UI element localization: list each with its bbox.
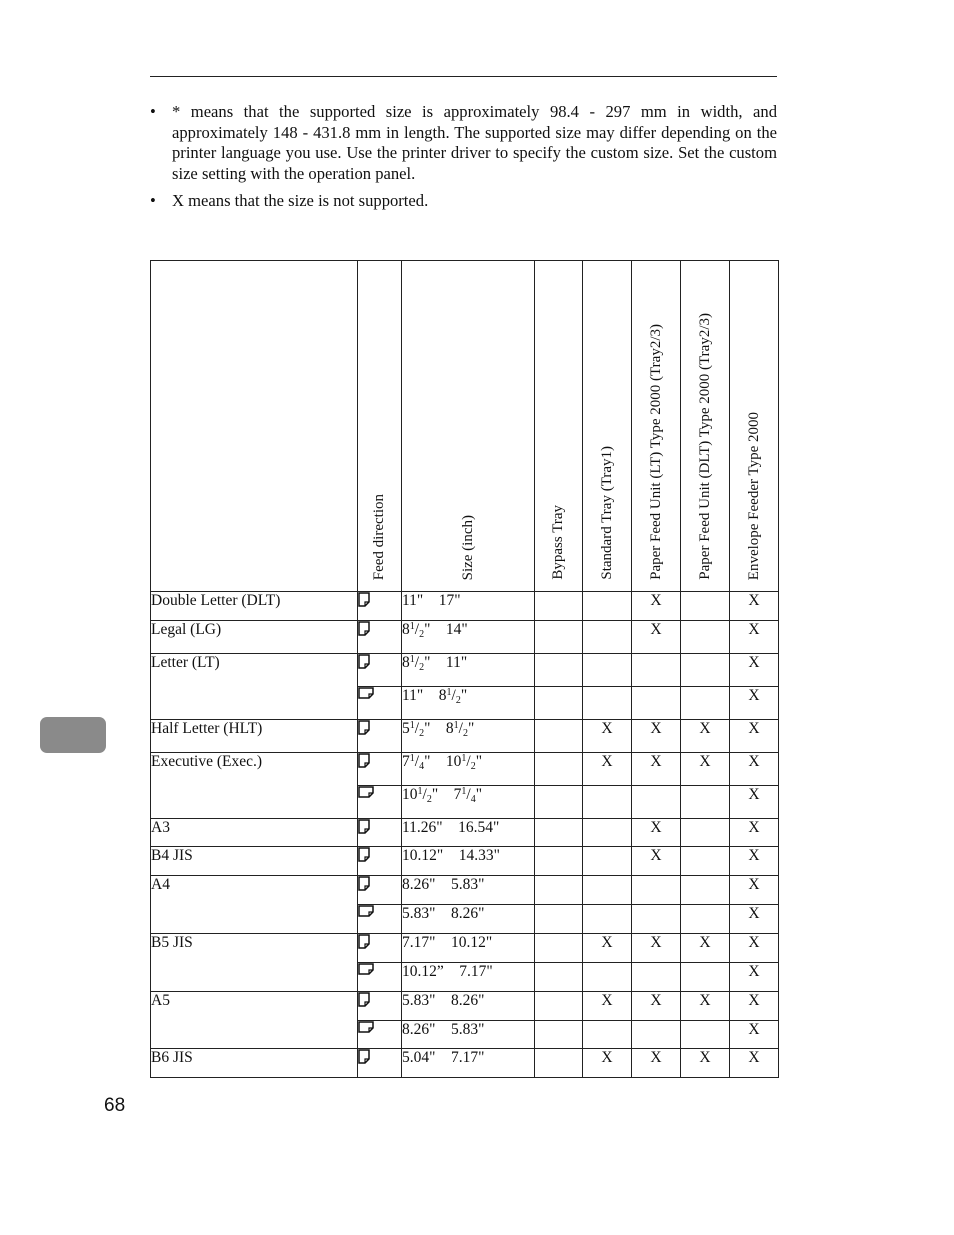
header-paper-feed-lt: Paper Feed Unit (LT) Type 2000 (Tray2/3)	[632, 261, 681, 592]
landscape-feed-icon	[358, 786, 401, 798]
paper-name-cell: B6 JIS	[151, 1049, 358, 1078]
support-mark-cell	[583, 963, 632, 992]
support-mark-cell: X	[730, 876, 779, 905]
support-mark-cell	[681, 905, 730, 934]
support-mark-cell: X	[730, 687, 779, 720]
support-mark-cell	[583, 687, 632, 720]
support-mark-cell	[535, 847, 583, 876]
table-row	[151, 876, 779, 905]
header-standard-tray: Standard Tray (Tray1)	[583, 261, 632, 592]
landscape-feed-icon	[358, 963, 401, 975]
table-row	[151, 654, 779, 687]
portrait-feed-icon	[358, 819, 401, 834]
table-row	[151, 592, 779, 621]
size-cell: 10.12" 14.33"	[402, 847, 535, 876]
size-cell: $5^1/_2$" $8^1/_2$"	[402, 720, 535, 753]
note-not-supported	[150, 191, 777, 212]
support-mark-cell: X	[632, 1049, 681, 1078]
support-mark-cell: X	[730, 819, 779, 847]
support-mark-cell	[535, 963, 583, 992]
paper-name-cell: A5	[151, 992, 358, 1049]
size-cell: $8^1/_2$" 11"	[402, 654, 535, 687]
support-mark-cell	[681, 1021, 730, 1049]
support-mark-cell	[632, 654, 681, 687]
feed-direction-cell	[358, 753, 402, 786]
paper-name-cell: B4 JIS	[151, 847, 358, 876]
feed-direction-cell	[358, 1049, 402, 1078]
support-mark-cell: X	[730, 992, 779, 1021]
paper-name-cell: Executive (Exec.)	[151, 753, 358, 819]
table-row	[151, 753, 779, 786]
size-cell: 5.83" 8.26"	[402, 992, 535, 1021]
support-mark-cell: X	[730, 934, 779, 963]
header-paper-feed-dlt: Paper Feed Unit (DLT) Type 2000 (Tray2/3)	[681, 261, 730, 592]
support-mark-cell: X	[583, 720, 632, 753]
support-mark-cell: X	[730, 592, 779, 621]
support-mark-cell	[583, 786, 632, 819]
feed-direction-cell	[358, 992, 402, 1021]
support-mark-cell	[632, 1021, 681, 1049]
support-mark-cell: X	[632, 819, 681, 847]
support-mark-cell: X	[632, 720, 681, 753]
support-mark-cell: X	[632, 992, 681, 1021]
support-mark-cell: X	[681, 934, 730, 963]
paper-name-cell: Double Letter (DLT)	[151, 592, 358, 621]
paper-name-cell: A4	[151, 876, 358, 934]
support-mark-cell	[583, 905, 632, 934]
size-cell: 11" 17"	[402, 592, 535, 621]
bullet-dot: •	[150, 191, 156, 210]
support-mark-cell: X	[730, 847, 779, 876]
size-cell: $8^1/_2$" 14"	[402, 621, 535, 654]
support-mark-cell: X	[681, 992, 730, 1021]
support-mark-cell: X	[632, 847, 681, 876]
page-number: 68	[104, 1095, 126, 1116]
support-mark-cell	[535, 934, 583, 963]
table-row	[151, 720, 779, 753]
paper-name-cell: Half Letter (HLT)	[151, 720, 358, 753]
size-cell: 8.26" 5.83"	[402, 1021, 535, 1049]
support-mark-cell	[632, 905, 681, 934]
support-mark-cell	[583, 819, 632, 847]
support-mark-cell	[632, 786, 681, 819]
size-cell: $10^1/_2$" $7^1/_4$"	[402, 786, 535, 819]
support-mark-cell	[632, 876, 681, 905]
portrait-feed-icon	[358, 753, 401, 768]
feed-direction-cell	[358, 592, 402, 621]
header-bypass-tray: Bypass Tray	[535, 261, 583, 592]
header-feed-direction: Feed direction	[358, 261, 402, 592]
support-mark-cell	[583, 592, 632, 621]
support-mark-cell	[583, 654, 632, 687]
feed-direction-cell	[358, 934, 402, 963]
note-text: * means that the supported size is approximately 98.4 - 297 mm in width, and approximately 148 - 431.8 mm in length. The supported size may differ depending on the printer language you use. Use the printer driver to specify the custom size. Set the custom size setting with the operation panel.	[172, 102, 777, 183]
support-mark-cell: X	[730, 786, 779, 819]
portrait-feed-icon	[358, 720, 401, 735]
size-cell: 11.26" 16.54"	[402, 819, 535, 847]
paper-name-cell: B5 JIS	[151, 934, 358, 992]
support-mark-cell: X	[730, 1021, 779, 1049]
support-mark-cell: X	[730, 1049, 779, 1078]
support-mark-cell	[535, 1049, 583, 1078]
header-envelope-feeder: Envelope Feeder Type 2000	[730, 261, 779, 592]
table-row	[151, 992, 779, 1021]
portrait-feed-icon	[358, 1049, 401, 1064]
support-mark-cell: X	[632, 592, 681, 621]
support-mark-cell: X	[730, 963, 779, 992]
feed-direction-cell	[358, 687, 402, 720]
support-mark-cell	[583, 621, 632, 654]
feed-direction-cell	[358, 720, 402, 753]
size-cell: 8.26" 5.83"	[402, 876, 535, 905]
note-text: X means that the size is not supported.	[172, 191, 429, 210]
support-mark-cell	[583, 876, 632, 905]
support-mark-cell	[535, 876, 583, 905]
table-body	[151, 592, 779, 1078]
support-mark-cell: X	[681, 753, 730, 786]
feed-direction-cell	[358, 847, 402, 876]
support-mark-cell	[681, 592, 730, 621]
support-mark-cell: X	[681, 720, 730, 753]
support-mark-cell: X	[730, 720, 779, 753]
support-mark-cell: X	[632, 753, 681, 786]
portrait-feed-icon	[358, 876, 401, 891]
support-mark-cell: X	[730, 905, 779, 934]
table-row	[151, 847, 779, 876]
support-mark-cell: X	[583, 1049, 632, 1078]
support-mark-cell: X	[583, 753, 632, 786]
support-mark-cell: X	[730, 753, 779, 786]
table-row	[151, 819, 779, 847]
portrait-feed-icon	[358, 934, 401, 949]
support-mark-cell	[535, 753, 583, 786]
support-mark-cell	[632, 687, 681, 720]
size-cell: 5.04" 7.17"	[402, 1049, 535, 1078]
header-size: Size (inch)	[402, 261, 535, 592]
size-cell: $7^1/_4$" $10^1/_2$"	[402, 753, 535, 786]
header-rule	[150, 76, 777, 77]
feed-direction-cell	[358, 876, 402, 905]
landscape-feed-icon	[358, 905, 401, 917]
portrait-feed-icon	[358, 621, 401, 636]
notes-list	[150, 102, 777, 219]
support-mark-cell	[583, 847, 632, 876]
support-mark-cell	[535, 720, 583, 753]
landscape-feed-icon	[358, 1021, 401, 1033]
bullet-dot: •	[150, 102, 156, 121]
paper-name-cell: Letter (LT)	[151, 654, 358, 720]
support-mark-cell	[535, 819, 583, 847]
size-cell: 11" $8^1/_2$"	[402, 687, 535, 720]
support-mark-cell	[681, 786, 730, 819]
support-mark-cell	[681, 819, 730, 847]
support-mark-cell	[681, 963, 730, 992]
landscape-feed-icon	[358, 687, 401, 699]
feed-direction-cell	[358, 963, 402, 992]
support-mark-cell	[632, 963, 681, 992]
support-mark-cell	[535, 687, 583, 720]
paper-name-cell: A3	[151, 819, 358, 847]
support-mark-cell	[535, 786, 583, 819]
support-mark-cell	[681, 687, 730, 720]
support-mark-cell	[583, 1021, 632, 1049]
paper-size-table	[150, 260, 779, 1078]
support-mark-cell	[535, 654, 583, 687]
support-mark-cell: X	[730, 621, 779, 654]
support-mark-cell	[535, 992, 583, 1021]
support-mark-cell	[535, 621, 583, 654]
support-mark-cell	[681, 876, 730, 905]
support-mark-cell	[681, 654, 730, 687]
chapter-tab	[40, 717, 106, 753]
feed-direction-cell	[358, 1021, 402, 1049]
support-mark-cell	[681, 621, 730, 654]
support-mark-cell: X	[583, 992, 632, 1021]
feed-direction-cell	[358, 905, 402, 934]
paper-name-cell: Legal (LG)	[151, 621, 358, 654]
support-mark-cell	[535, 592, 583, 621]
support-mark-cell: X	[583, 934, 632, 963]
size-cell: 7.17" 10.12"	[402, 934, 535, 963]
size-cell: 5.83" 8.26"	[402, 905, 535, 934]
portrait-feed-icon	[358, 592, 401, 607]
feed-direction-cell	[358, 654, 402, 687]
table-row	[151, 621, 779, 654]
portrait-feed-icon	[358, 847, 401, 862]
feed-direction-cell	[358, 621, 402, 654]
size-cell: 10.12” 7.17"	[402, 963, 535, 992]
support-mark-cell: X	[681, 1049, 730, 1078]
support-mark-cell	[681, 847, 730, 876]
header-blank-cell	[151, 261, 358, 592]
table-row	[151, 1049, 779, 1078]
feed-direction-cell	[358, 819, 402, 847]
support-mark-cell: X	[632, 621, 681, 654]
portrait-feed-icon	[358, 654, 401, 669]
feed-direction-cell	[358, 786, 402, 819]
support-mark-cell: X	[730, 654, 779, 687]
table-header-row	[151, 261, 779, 592]
portrait-feed-icon	[358, 992, 401, 1007]
support-mark-cell	[535, 905, 583, 934]
support-mark-cell: X	[632, 934, 681, 963]
support-mark-cell	[535, 1021, 583, 1049]
note-custom-size	[150, 102, 777, 184]
table-row	[151, 934, 779, 963]
